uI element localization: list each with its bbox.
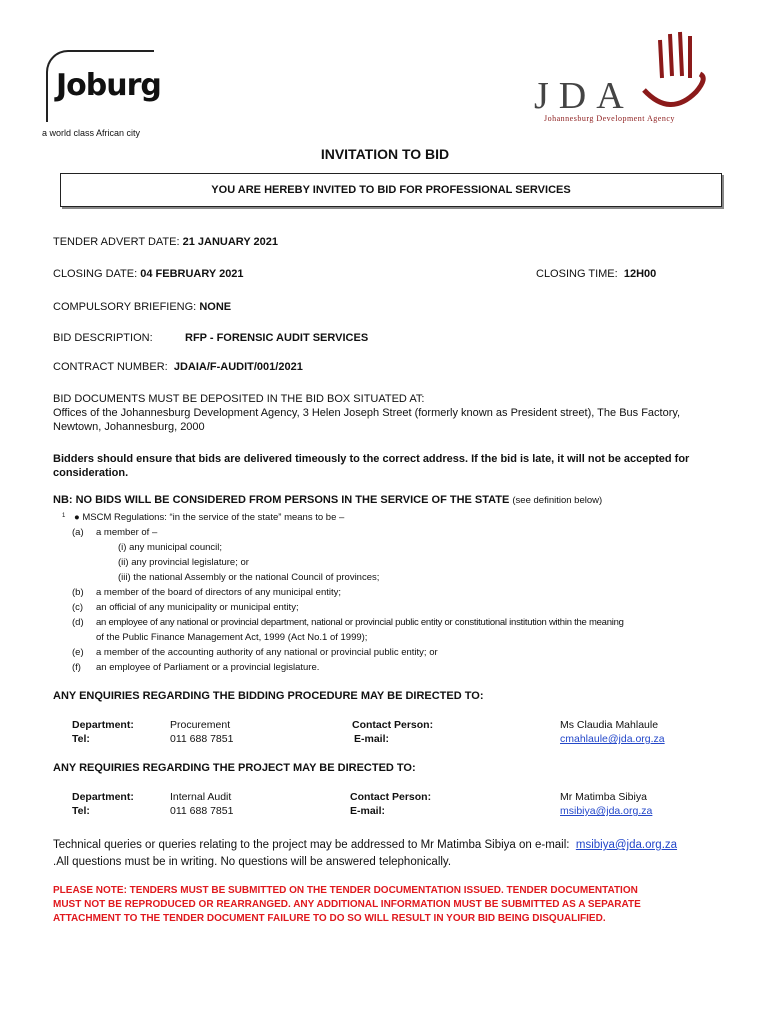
briefing-value: NONE	[199, 301, 232, 313]
email-link[interactable]: msibiya@jda.org.za	[560, 805, 653, 817]
nb-note: (see definition below)	[512, 495, 603, 506]
bid-description-value: RFP - FORENSIC AUDIT SERVICES	[185, 332, 369, 344]
closing-time	[536, 268, 656, 280]
item-text: of the Public Finance Management Act, 1999 (Act No.1 of 1999);	[96, 632, 368, 643]
mscm-list	[72, 525, 624, 675]
item-text: a member of the board of directors of any municipal entity;	[96, 587, 342, 598]
late-notice-line-1: Bidders should ensure that bids are delivered timeously to the correct address. If the bid is late, it will not be accepted for	[53, 453, 690, 465]
briefing	[53, 301, 231, 313]
tel-label: Tel:	[72, 805, 90, 817]
jda-hand-icon	[630, 30, 720, 110]
please-note-line-1: PLEASE NOTE: TENDERS MUST BE SUBMITTED ON THE TENDER DOCUMENTATION ISSUED. TENDER DOCUMENTATION	[53, 885, 638, 896]
list-item	[72, 570, 624, 585]
item-text: a member of –	[96, 527, 158, 538]
closing-date	[53, 268, 244, 280]
item-text: an employee of any national or provincial department, national or provincial public entity or constitutional institution within the meaning	[96, 617, 624, 628]
item-text: (i) any municipal council;	[118, 542, 223, 553]
bidding-values	[170, 718, 233, 746]
list-item	[72, 525, 624, 540]
joburg-wordmark: Joburg	[56, 68, 161, 103]
email-label: E-mail:	[350, 805, 386, 817]
please-note-line-2: MUST NOT BE REPRODUCED OR REARRANGED. ANY ADDITIONAL INFORMATION MUST BE SUBMITTED AS A SEPARATE	[53, 899, 641, 910]
bidding-labels	[72, 718, 134, 746]
invite-banner	[60, 173, 722, 207]
project-values	[170, 790, 233, 818]
joburg-logo	[42, 50, 162, 140]
bidding-contact-values	[560, 718, 665, 746]
list-item	[72, 615, 624, 630]
email-label: E-mail:	[354, 733, 390, 745]
list-item	[72, 660, 624, 675]
technical-email-link[interactable]: msibiya@jda.org.za	[575, 839, 678, 851]
item-label: (b)	[72, 587, 84, 598]
dept-label: Department:	[72, 791, 134, 803]
item-label: (e)	[72, 647, 84, 658]
tel-value: 011 688 7851	[170, 733, 234, 745]
deposit-heading: BID DOCUMENTS MUST BE DEPOSITED IN THE BID BOX SITUATED AT:	[53, 393, 425, 405]
mscm-intro: ● MSCM Regulations: “in the service of the state” means to be –	[74, 512, 345, 523]
project-enquiries-heading: ANY REQUIRIES REGARDING THE PROJECT MAY BE DIRECTED TO:	[53, 762, 416, 774]
closing-time-label: CLOSING TIME:	[536, 268, 618, 280]
please-note	[53, 884, 641, 926]
email-link[interactable]: cmahlaule@jda.org.za	[560, 733, 665, 745]
tel-value: 011 688 7851	[170, 805, 234, 817]
jda-logo	[530, 30, 730, 130]
briefing-label: COMPULSORY BRIEFIENG:	[53, 301, 197, 313]
deposit-block	[53, 392, 680, 434]
tel-label: Tel:	[72, 733, 90, 745]
technical-line-2: .All questions must be in writing. No questions will be answered telephonically.	[53, 856, 452, 868]
contract-number-value: JDAIA/F-AUDIT/001/2021	[173, 361, 303, 373]
deposit-address-1: Offices of the Johannesburg Development Agency, 3 Helen Joseph Street (formerly known as President street), The Bus Factory,	[53, 407, 681, 419]
item-label: (f)	[72, 662, 81, 673]
nb-bold: NB: NO BIDS WILL BE CONSIDERED FROM PERSONS IN THE SERVICE OF THE STATE	[53, 494, 510, 506]
bid-description-label: BID DESCRIPTION:	[53, 332, 153, 344]
bidding-enquiries-heading: ANY ENQUIRIES REGARDING THE BIDDING PROCEDURE MAY BE DIRECTED TO:	[53, 690, 484, 702]
closing-time-value: 12H00	[623, 268, 657, 280]
advert-date-label: TENDER ADVERT DATE:	[53, 236, 180, 248]
project-contact-values	[560, 790, 652, 818]
list-item	[72, 630, 624, 645]
item-text: (iii) the national Assembly or the national Council of provinces;	[118, 572, 380, 583]
list-item	[72, 585, 624, 600]
contact-person-value: Ms Claudia Mahlaule	[560, 719, 659, 731]
item-label: (a)	[72, 527, 84, 538]
dept-label: Department:	[72, 719, 134, 731]
project-labels	[72, 790, 134, 818]
project-contact-labels	[350, 790, 431, 818]
please-note-line-3: ATTACHMENT TO THE TENDER DOCUMENT FAILURE TO DO SO WILL RESULT IN YOUR BID BEING DISQUALIFIED.	[53, 913, 606, 924]
dept-value: Internal Audit	[170, 791, 232, 803]
contact-person-label: Contact Person:	[350, 791, 432, 803]
contract-number	[53, 361, 303, 373]
list-item	[72, 555, 624, 570]
late-notice-line-2: consideration.	[53, 467, 129, 479]
item-text: a member of the accounting authority of any national or provincial public entity; or	[96, 647, 438, 658]
nb-statement	[53, 494, 602, 506]
closing-date-label: CLOSING DATE:	[53, 268, 138, 280]
footnote-marker: 1	[62, 513, 66, 519]
item-label: (c)	[72, 602, 84, 613]
item-text: (ii) any provincial legislature; or	[118, 557, 249, 568]
technical-text: Technical queries or queries relating to the project may be addressed to Mr Matimba Sibiya on e-mail:	[53, 839, 570, 851]
contact-person-label: Contact Person:	[352, 719, 434, 731]
item-text: an official of any municipality or municipal entity;	[96, 602, 299, 613]
closing-date-value: 04 FEBRUARY 2021	[140, 268, 244, 280]
joburg-tagline: a world class African city	[42, 128, 141, 138]
list-item	[72, 600, 624, 615]
technical-queries	[53, 837, 677, 871]
advert-date-value: 21 JANUARY 2021	[182, 236, 278, 248]
invite-banner-text: YOU ARE HEREBY INVITED TO BID FOR PROFESSIONAL SERVICES	[211, 184, 571, 196]
item-label: (d)	[72, 617, 84, 628]
late-notice	[53, 452, 689, 480]
deposit-address-2: Newtown, Johannesburg, 2000	[53, 421, 205, 433]
dept-value: Procurement	[170, 719, 231, 731]
contact-person-value: Mr Matimba Sibiya	[560, 791, 647, 803]
list-item	[72, 540, 624, 555]
advert-date	[53, 236, 278, 248]
page-title: INVITATION TO BID	[320, 146, 450, 162]
bidding-contact-labels	[352, 718, 433, 746]
item-text: an employee of Parliament or a provincial legislature.	[96, 662, 320, 673]
contract-number-label: CONTRACT NUMBER:	[53, 361, 168, 373]
jda-letters: JDA	[534, 75, 634, 117]
list-item	[72, 645, 624, 660]
jda-name: Johannesburg Development Agency	[544, 114, 675, 123]
